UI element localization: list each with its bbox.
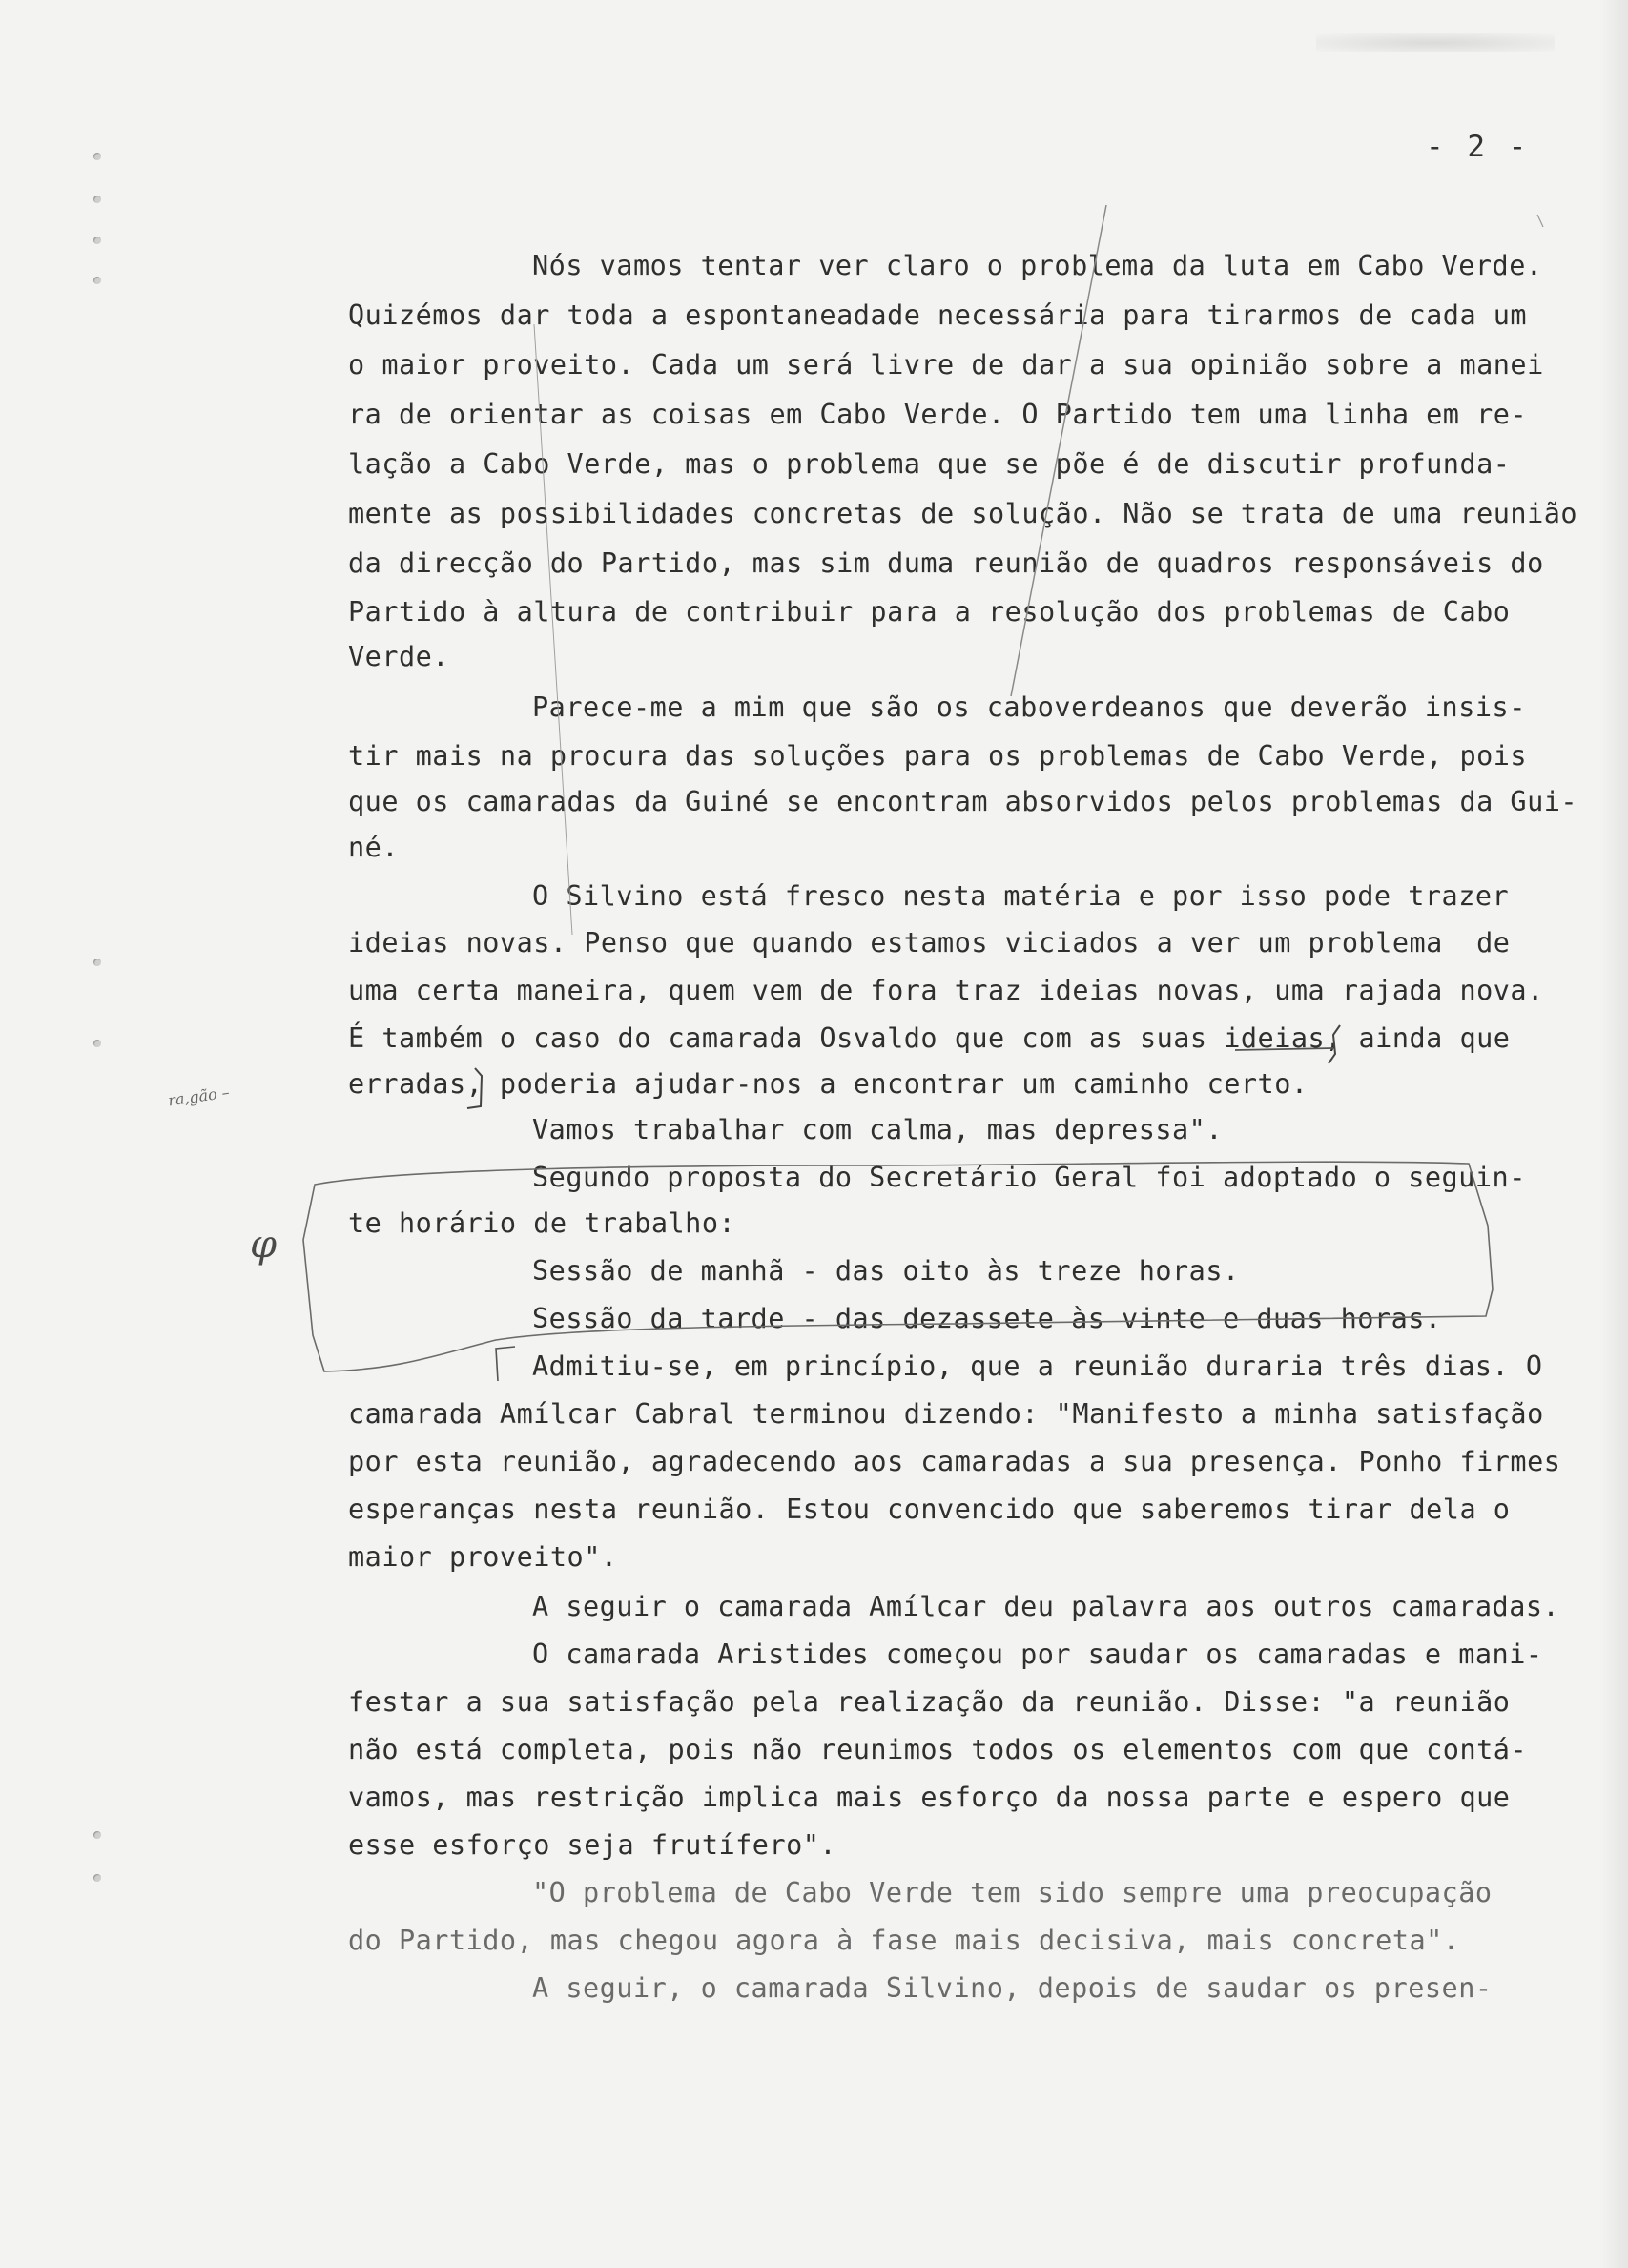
text-line: não está completa, pois não reunimos todos os elementos com que contá- bbox=[348, 1734, 1528, 1765]
text-line: A seguir, o camarada Silvino, depois de saudar os presen- bbox=[532, 1972, 1493, 2004]
text-line: A seguir o camarada Amílcar deu palavra aos outros camaradas. bbox=[532, 1591, 1560, 1622]
text-line: uma certa maneira, quem vem de fora traz ideias novas, uma rajada nova. bbox=[348, 975, 1544, 1006]
pencil-tick bbox=[1537, 215, 1543, 227]
punch-hole-mark bbox=[93, 237, 101, 244]
text-line: esse esforço seja frutífero". bbox=[348, 1829, 837, 1861]
punch-hole-mark bbox=[93, 1831, 101, 1839]
text-line: O camarada Aristides começou por saudar os camaradas e mani- bbox=[532, 1639, 1543, 1670]
punch-hole-mark bbox=[93, 959, 101, 966]
text-line: O Silvino está fresco nesta matéria e por isso pode trazer bbox=[532, 880, 1510, 912]
text-line: Admitiu-se, em princípio, que a reunião duraria três dias. O bbox=[532, 1350, 1543, 1382]
text-line: tir mais na procura das soluções para os problemas de Cabo Verde, pois bbox=[348, 740, 1528, 772]
text-line: Sessão de manhã - das oito às treze horas. bbox=[532, 1255, 1240, 1287]
text-line: camarada Amílcar Cabral terminou dizendo: "Manifesto a minha satisfação bbox=[348, 1398, 1544, 1430]
text-line: ideias novas. Penso que quando estamos viciados a ver um problema de bbox=[348, 927, 1511, 959]
text-line: É também o caso do camarada Osvaldo que com as suas ideias, ainda que bbox=[348, 1022, 1511, 1054]
text-line: Partido à altura de contribuir para a resolução dos problemas de Cabo bbox=[348, 596, 1511, 628]
text-line: te horário de trabalho: bbox=[348, 1207, 736, 1239]
text-line: festar a sua satisfação pela realização da reunião. Disse: "a reunião bbox=[348, 1686, 1511, 1718]
text-line: Vamos trabalhar com calma, mas depressa". bbox=[532, 1114, 1223, 1145]
text-line: lação a Cabo Verde, mas o problema que se põe é de discutir profunda- bbox=[348, 448, 1511, 480]
handwritten-margin-mark: φ bbox=[250, 1223, 278, 1267]
text-line: "O problema de Cabo Verde tem sido sempre uma preocupação bbox=[532, 1877, 1493, 1908]
text-line: mente as possibilidades concretas de solução. Não se trata de uma reunião bbox=[348, 498, 1578, 529]
punch-hole-mark bbox=[93, 1874, 101, 1882]
page-edge-shadow bbox=[1599, 0, 1628, 2268]
punch-hole-mark bbox=[93, 153, 101, 160]
text-line: ra de orientar as coisas em Cabo Verde. O Partido tem uma linha em re- bbox=[348, 399, 1528, 430]
text-line: né. bbox=[348, 832, 399, 863]
text-line: esperanças nesta reunião. Estou convencido que saberemos tirar dela o bbox=[348, 1494, 1511, 1525]
text-line: Nós vamos tentar ver claro o problema da luta em Cabo Verde. bbox=[532, 250, 1543, 281]
text-line: que os camaradas da Guiné se encontram absorvidos pelos problemas da Gui- bbox=[348, 786, 1578, 817]
punch-hole-mark bbox=[93, 1040, 101, 1047]
text-line: vamos, mas restrição implica mais esforço da nossa parte e espero que bbox=[348, 1782, 1511, 1813]
text-line: da direcção do Partido, mas sim duma reunião de quadros responsáveis do bbox=[348, 547, 1544, 579]
text-line: do Partido, mas chegou agora à fase mais decisiva, mais concreta". bbox=[348, 1925, 1460, 1956]
scan-smudge bbox=[1316, 33, 1555, 52]
text-line: por esta reunião, agradecendo aos camaradas a sua presença. Ponho firmes bbox=[348, 1446, 1561, 1477]
pencil-bracket bbox=[496, 1347, 515, 1381]
text-line: erradas, poderia ajudar-nos a encontrar um caminho certo. bbox=[348, 1068, 1309, 1100]
handwritten-margin-note: ra,gão – bbox=[166, 1082, 231, 1110]
page-number: - 2 - bbox=[1426, 130, 1530, 164]
punch-hole-mark bbox=[93, 196, 101, 203]
text-line: o maior proveito. Cada um será livre de dar a sua opinião sobre a manei bbox=[348, 349, 1544, 381]
text-line: Quizémos dar toda a espontaneadade necessária para tirarmos de cada um bbox=[348, 299, 1528, 331]
text-line: Parece-me a mim que são os caboverdeanos que deverão insis- bbox=[532, 691, 1526, 723]
text-line: Sessão da tarde - das dezassete às vinte e duas horas. bbox=[532, 1303, 1442, 1334]
punch-hole-mark bbox=[93, 277, 101, 284]
text-line: Segundo proposta do Secretário Geral foi adoptado o seguin- bbox=[532, 1162, 1526, 1193]
text-line: maior proveito". bbox=[348, 1541, 618, 1573]
text-line: Verde. bbox=[348, 641, 449, 672]
